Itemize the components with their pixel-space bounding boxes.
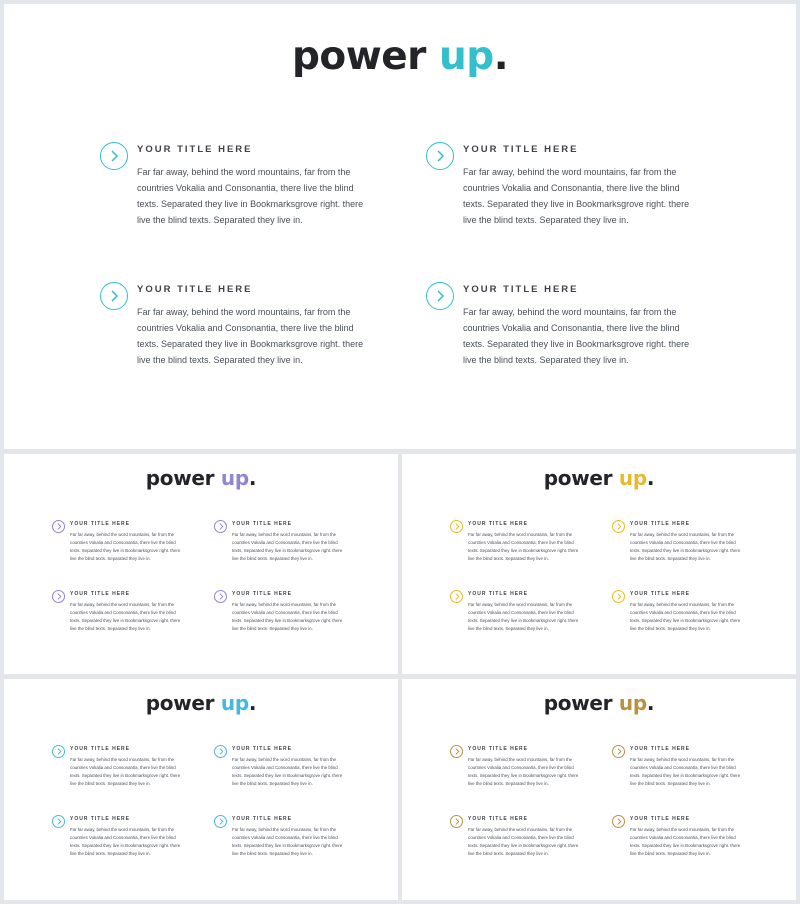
chevron-right-circle-icon	[612, 815, 625, 828]
slide-gold	[402, 679, 796, 900]
feature-title: YOUR TITLE HERE	[232, 816, 293, 822]
feature-description: Far far away, behind the word mountains, far from the countries Vokalia and Consonantia, there live the blind texts. Separated they live in Bookmarksgrove right. there live the blind texts. Separated they live in.	[137, 167, 364, 225]
slide-blue	[4, 679, 398, 900]
feature-title: YOUR TITLE HERE	[70, 746, 131, 752]
feature-description: Far far away, behind the word mountains, far from the countries Vokalia and Consonantia, there live the blind texts. Separated they live in Bookmarksgrove right. there live the blind texts. Separated they live in.	[468, 757, 579, 786]
title-accent-word: up	[618, 691, 647, 715]
slide-title	[4, 691, 398, 715]
feature-description: Far far away, behind the word mountains, far from the countries Vokalia and Consonantia, there live the blind texts. Separated they live in Bookmarksgrove right. there live the blind texts. Separated they live in.	[463, 167, 690, 225]
feature-item	[214, 746, 364, 806]
title-accent-word: up	[439, 34, 494, 79]
feature-item	[100, 144, 400, 264]
title-period: .	[646, 466, 655, 490]
feature-description: Far far away, behind the word mountains, far from the countries Vokalia and Consonantia, there live the blind texts. Separated they live in Bookmarksgrove right. there live the blind texts. Separated they live in.	[70, 827, 181, 856]
title-period: .	[248, 691, 257, 715]
chevron-right-circle-icon	[52, 745, 65, 758]
feature-description: Far far away, behind the word mountains, far from the countries Vokalia and Consonantia, there live the blind texts. Separated they live in Bookmarksgrove right. there live the blind texts. Separated they live in.	[468, 602, 579, 631]
chevron-right-circle-icon	[612, 590, 625, 603]
feature-description: Far far away, behind the word mountains, far from the countries Vokalia and Consonantia, there live the blind texts. Separated they live in Bookmarksgrove right. there live the blind texts. Separated they live in.	[232, 532, 343, 561]
feature-item	[612, 746, 762, 806]
feature-item	[612, 591, 762, 651]
feature-description: Far far away, behind the word mountains, far from the countries Vokalia and Consonantia, there live the blind texts. Separated they live in Bookmarksgrove right. there live the blind texts. Separated they live in.	[630, 602, 741, 631]
feature-item	[214, 521, 364, 581]
chevron-right-circle-icon	[450, 815, 463, 828]
feature-item	[426, 144, 726, 264]
chevron-right-circle-icon	[612, 520, 625, 533]
title-accent-word: up	[220, 466, 249, 490]
feature-description: Far far away, behind the word mountains, far from the countries Vokalia and Consonantia, there live the blind texts. Separated they live in Bookmarksgrove right. there live the blind texts. Separated they live in.	[468, 532, 579, 561]
feature-title: YOUR TITLE HERE	[232, 746, 293, 752]
feature-title: YOUR TITLE HERE	[137, 144, 253, 155]
chevron-right-circle-icon	[450, 520, 463, 533]
feature-description: Far far away, behind the word mountains, far from the countries Vokalia and Consonantia, there live the blind texts. Separated they live in Bookmarksgrove right. there live the blind texts. Separated they live in.	[70, 602, 181, 631]
feature-item	[450, 746, 600, 806]
feature-title: YOUR TITLE HERE	[468, 746, 529, 752]
feature-description: Far far away, behind the word mountains, far from the countries Vokalia and Consonantia, there live the blind texts. Separated they live in Bookmarksgrove right. there live the blind texts. Separated they live in.	[630, 757, 741, 786]
feature-title: YOUR TITLE HERE	[232, 591, 293, 597]
feature-title: YOUR TITLE HERE	[463, 284, 579, 295]
feature-item	[100, 284, 400, 404]
feature-title: YOUR TITLE HERE	[630, 816, 691, 822]
feature-title: YOUR TITLE HERE	[137, 284, 253, 295]
title-word: power	[291, 34, 426, 79]
title-accent-word: up	[618, 466, 647, 490]
chevron-right-circle-icon	[214, 745, 227, 758]
feature-title: YOUR TITLE HERE	[463, 144, 579, 155]
feature-item	[52, 816, 202, 876]
title-word: power	[543, 691, 613, 715]
chevron-right-circle-icon	[52, 520, 65, 533]
slide-title	[402, 691, 796, 715]
title-word: power	[145, 691, 215, 715]
feature-item	[52, 521, 202, 581]
title-period: .	[646, 691, 655, 715]
slide-title	[4, 34, 796, 79]
title-period: .	[248, 466, 257, 490]
slide-yellow	[402, 454, 796, 674]
feature-description: Far far away, behind the word mountains, far from the countries Vokalia and Consonantia, there live the blind texts. Separated they live in Bookmarksgrove right. there live the blind texts. Separated they live in.	[232, 827, 343, 856]
feature-item	[450, 591, 600, 651]
feature-description: Far far away, behind the word mountains, far from the countries Vokalia and Consonantia, there live the blind texts. Separated they live in Bookmarksgrove right. there live the blind texts. Separated they live in.	[70, 532, 181, 561]
slide-title	[4, 466, 398, 490]
title-word: power	[543, 466, 613, 490]
feature-description: Far far away, behind the word mountains, far from the countries Vokalia and Consonantia, there live the blind texts. Separated they live in Bookmarksgrove right. there live the blind texts. Separated they live in.	[137, 307, 364, 365]
slide-teal-large	[4, 4, 796, 449]
feature-item	[214, 591, 364, 651]
title-word: power	[145, 466, 215, 490]
chevron-right-circle-icon	[214, 815, 227, 828]
feature-title: YOUR TITLE HERE	[630, 746, 691, 752]
feature-title: YOUR TITLE HERE	[630, 591, 691, 597]
feature-title: YOUR TITLE HERE	[232, 521, 293, 527]
feature-title: YOUR TITLE HERE	[468, 521, 529, 527]
feature-description: Far far away, behind the word mountains, far from the countries Vokalia and Consonantia, there live the blind texts. Separated they live in Bookmarksgrove right. there live the blind texts. Separated they live in.	[630, 827, 741, 856]
feature-item	[426, 284, 726, 404]
chevron-right-circle-icon	[100, 282, 128, 310]
feature-description: Far far away, behind the word mountains, far from the countries Vokalia and Consonantia, there live the blind texts. Separated they live in Bookmarksgrove right. there live the blind texts. Separated they live in.	[463, 307, 690, 365]
feature-item	[52, 746, 202, 806]
feature-item	[612, 816, 762, 876]
chevron-right-circle-icon	[52, 815, 65, 828]
chevron-right-circle-icon	[426, 142, 454, 170]
feature-item	[450, 816, 600, 876]
feature-description: Far far away, behind the word mountains, far from the countries Vokalia and Consonantia, there live the blind texts. Separated they live in Bookmarksgrove right. there live the blind texts. Separated they live in.	[232, 602, 343, 631]
chevron-right-circle-icon	[100, 142, 128, 170]
feature-description: Far far away, behind the word mountains, far from the countries Vokalia and Consonantia, there live the blind texts. Separated they live in Bookmarksgrove right. there live the blind texts. Separated they live in.	[70, 757, 181, 786]
slide-purple	[4, 454, 398, 674]
chevron-right-circle-icon	[612, 745, 625, 758]
feature-description: Far far away, behind the word mountains, far from the countries Vokalia and Consonantia, there live the blind texts. Separated they live in Bookmarksgrove right. there live the blind texts. Separated they live in.	[630, 532, 741, 561]
slide-title	[402, 466, 796, 490]
feature-title: YOUR TITLE HERE	[70, 816, 131, 822]
feature-title: YOUR TITLE HERE	[630, 521, 691, 527]
feature-item	[612, 521, 762, 581]
chevron-right-circle-icon	[426, 282, 454, 310]
feature-item	[214, 816, 364, 876]
feature-description: Far far away, behind the word mountains, far from the countries Vokalia and Consonantia, there live the blind texts. Separated they live in Bookmarksgrove right. there live the blind texts. Separated they live in.	[468, 827, 579, 856]
feature-description: Far far away, behind the word mountains, far from the countries Vokalia and Consonantia, there live the blind texts. Separated they live in Bookmarksgrove right. there live the blind texts. Separated they live in.	[232, 757, 343, 786]
title-accent-word: up	[220, 691, 249, 715]
feature-title: YOUR TITLE HERE	[70, 591, 131, 597]
feature-item	[52, 591, 202, 651]
chevron-right-circle-icon	[214, 590, 227, 603]
chevron-right-circle-icon	[214, 520, 227, 533]
feature-item	[450, 521, 600, 581]
feature-title: YOUR TITLE HERE	[468, 816, 529, 822]
chevron-right-circle-icon	[450, 745, 463, 758]
title-period: .	[493, 34, 509, 79]
feature-title: YOUR TITLE HERE	[70, 521, 131, 527]
chevron-right-circle-icon	[450, 590, 463, 603]
feature-title: YOUR TITLE HERE	[468, 591, 529, 597]
chevron-right-circle-icon	[52, 590, 65, 603]
